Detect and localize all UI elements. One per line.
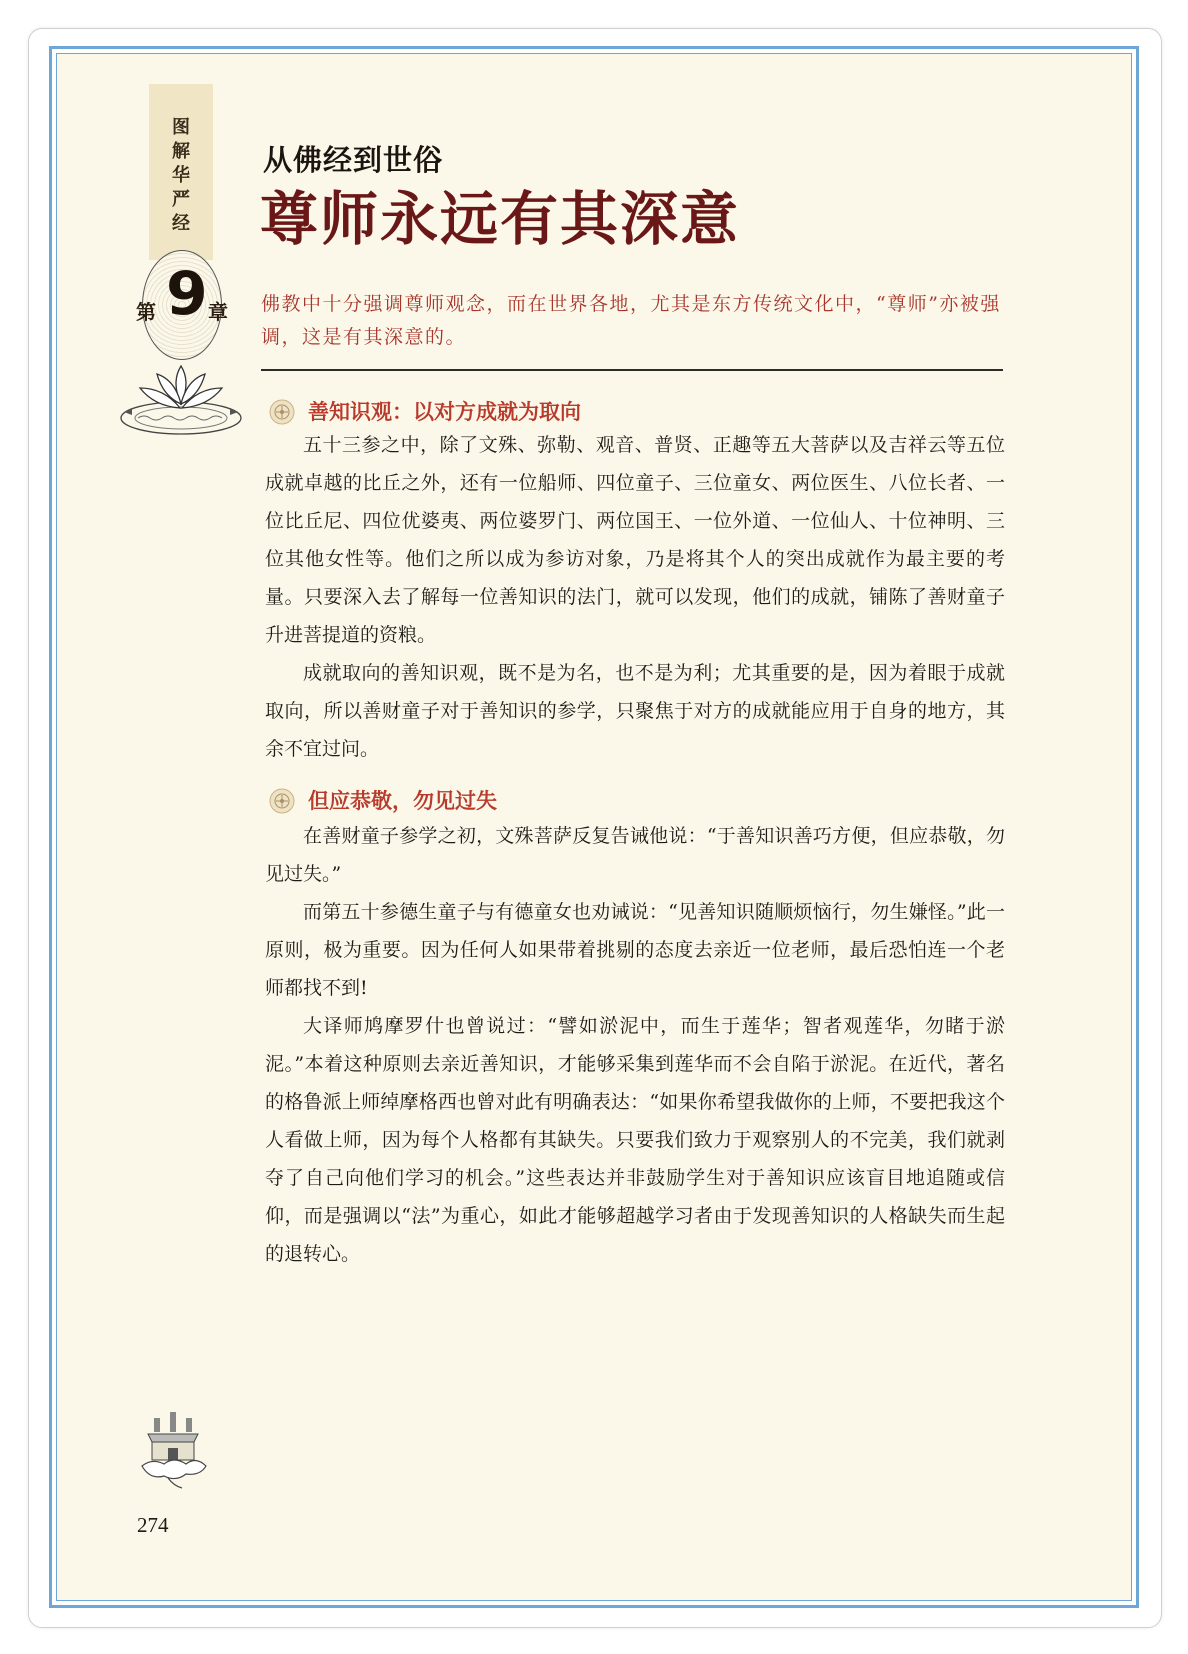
- chapter-number: 9: [166, 259, 208, 329]
- paragraph: 五十三参之中，除了文殊、弥勒、观音、普贤、正趣等五大菩萨以及吉祥云等五位成就卓越的比丘之外，还有一位船师、四位童子、三位童女、两位医生、八位长者、一位比丘尼、四位优婆夷、两位婆罗门、两位国王、一位外道、一位仙人、十位神明、三位其他女性等。他们之所以成为参访对象，乃是将其个人的突出成就作为最主要的考量。只要深入去了解每一位善知识的法门，就可以发现，他们的成就，铺陈了善财童子升进菩提道的资粮。: [265, 434, 1005, 646]
- chapter-prefix: 第: [136, 300, 156, 324]
- divider: [261, 369, 1003, 371]
- section-title: 但应恭敬，勿见过失: [308, 789, 497, 813]
- lotus-icon: [118, 360, 244, 438]
- paragraph: 大译师鸠摩罗什也曾说过：“譬如淤泥中，而生于莲华；智者观莲华，勿睹于淤泥。”本着这种原则去亲近善知识，才能够采集到莲华而不会自陷于淤泥。在近代，著名的格鲁派上师绰摩格西也曾对此有明确表达：“如果你希望我做你的上师，不要把我这个人看做上师，因为每个人格都有其缺失。只要我们致力于观察别人的不完美，我们就剥夺了自己向他们学习的机会。”这些表达并非鼓励学生对于善知识应该盲目地追随或信仰，而是强调以“法”为重心，如此才能够超越学习者由于发现善知识的人格缺失而生起的退转心。: [265, 1015, 1005, 1265]
- section-title: 善知识观：以对方成就为取向: [308, 400, 581, 424]
- paragraph: 而第五十参德生童子与有德童女也劝诫说：“见善知识随顺烦恼行，勿生嫌怪。”此一原则，极为重要。因为任何人如果带着挑剔的态度去亲近一位老师，最后恐怕连一个老师都找不到!: [265, 901, 1005, 999]
- section-body: [265, 426, 1005, 768]
- paragraph: 成就取向的善知识观，既不是为名，也不是为利；尤其重要的是，因为着眼于成就取向，所以善财童子对于善知识的参学，只聚焦于对方的成就能应用于自身的地方，其余不宜过问。: [265, 662, 1005, 760]
- chapter-suffix: 章: [208, 300, 228, 324]
- paragraph: 在善财童子参学之初，文殊菩萨反复告诫他说：“于善知识善巧方便，但应恭敬，勿见过失。”: [265, 825, 1005, 885]
- temple-icon: [138, 1408, 208, 1492]
- page-title: 尊师永远有其深意: [260, 185, 741, 253]
- book-title-vertical: 图解华严经: [172, 117, 190, 234]
- wheel-icon: [268, 787, 296, 815]
- page-number: 274: [137, 1513, 169, 1537]
- section-body: [265, 817, 1005, 1273]
- page-subtitle: 从佛经到世俗: [263, 143, 444, 177]
- wheel-icon: [268, 398, 296, 426]
- intro-text: 佛教中十分强调尊师观念，而在世界各地，尤其是东方传统文化中，“尊师”亦被强调，这是有其深意的。: [261, 293, 1001, 348]
- chapter-badge: [133, 250, 231, 366]
